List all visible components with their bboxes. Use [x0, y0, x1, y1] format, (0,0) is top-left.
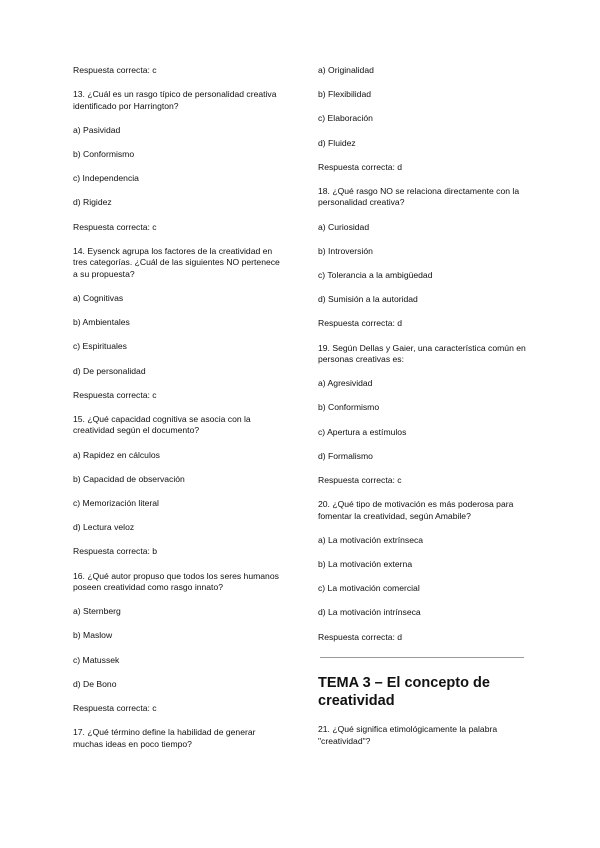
question-text: 19. Según Dellas y Gaier, una característica común en personas creativas es: — [318, 342, 526, 365]
option-text: c) Espirituales — [73, 341, 127, 352]
option-text: d) Formalismo — [318, 450, 373, 461]
question-text: 18. ¿Qué rasgo NO se relaciona directamente con la personalidad creativa? — [318, 185, 520, 208]
question-text: 13. ¿Cuál es un rasgo típico de personalidad creativa identificado por Harrington? — [73, 89, 277, 111]
question-text: 15. ¿Qué capacidad cognitiva se asocia con la creatividad según el documento? — [73, 413, 251, 436]
option-text: b) Introversión — [318, 245, 373, 256]
option-text: b) Conformismo — [318, 402, 380, 413]
answer-line: Respuesta correcta: c — [318, 475, 402, 485]
option-text: c) Apertura a estímulos — [318, 426, 407, 437]
option-text: a) Sternberg — [73, 606, 121, 617]
answer-line: Respuesta correcta: b — [73, 546, 158, 557]
option-text: d) Sumisión a la autoridad — [318, 294, 418, 305]
question-text: 21. ¿Qué significa etimológicamente la palabra "creatividad"? — [318, 724, 498, 746]
option-text: b) Capacidad de observación — [73, 473, 185, 484]
option-text: a) Agresividad — [318, 378, 373, 389]
option-text: c) Tolerancia a la ambigüedad — [318, 270, 433, 280]
option-text: c) La motivación comercial — [318, 583, 420, 594]
answer-line: Respuesta correcta: c — [73, 65, 157, 75]
option-text: d) De personalidad — [73, 365, 146, 376]
question-text: 14. Eysenck agrupa los factores de la creatividad en tres categorías. ¿Cuál de las siguientes NO pertenece a su propuesta? — [73, 245, 280, 279]
after-heading-items — [318, 724, 528, 747]
option-text: a) La motivación extrínseca — [318, 534, 424, 545]
question-text: 20. ¿Qué tipo de motivación es más poderosa para fomentar la creatividad, según Amabile? — [318, 499, 514, 521]
answer-line: Respuesta correcta: d — [318, 631, 403, 642]
option-text: d) Fluidez — [318, 137, 356, 148]
section-divider — [320, 657, 524, 658]
option-text: a) Cognitivas — [73, 293, 124, 303]
option-text: c) Memorización literal — [73, 498, 159, 508]
option-text: b) Maslow — [73, 630, 113, 641]
question-text: 17. ¿Qué término define la habilidad de generar muchas ideas en poco tiempo? — [73, 727, 256, 749]
option-text: a) Pasividad — [73, 124, 121, 135]
left-column — [73, 65, 283, 763]
option-text: c) Matussek — [73, 654, 120, 665]
option-text: a) Curiosidad — [318, 221, 370, 232]
option-text: d) La motivación intrínseca — [318, 607, 421, 618]
section-heading: TEMA 3 – El concepto de creatividad — [318, 675, 490, 710]
option-text: a) Originalidad — [318, 65, 374, 75]
question-text: 16. ¿Qué autor propuso que todos los seres humanos poseen creatividad como rasgo innato? — [73, 570, 279, 593]
answer-line: Respuesta correcta: c — [73, 221, 157, 232]
option-text: b) Ambientales — [73, 317, 130, 328]
answer-line: Respuesta correcta: c — [73, 389, 157, 400]
answer-line: Respuesta correcta: d — [318, 161, 403, 172]
option-text: a) Rapidez en cálculos — [73, 449, 160, 460]
option-text: d) De Bono — [73, 678, 117, 689]
option-text: b) Flexibilidad — [318, 89, 372, 100]
option-text: c) Elaboración — [318, 113, 373, 124]
option-text: d) Lectura veloz — [73, 522, 135, 533]
option-text: d) Rigidez — [73, 197, 112, 208]
option-text: b) La motivación externa — [318, 559, 413, 570]
right-column-items — [318, 65, 528, 643]
option-text: b) Conformismo — [73, 149, 135, 160]
answer-line: Respuesta correcta: d — [318, 318, 403, 329]
option-text: c) Independencia — [73, 173, 139, 184]
right-column — [318, 65, 528, 760]
answer-line: Respuesta correcta: c — [73, 703, 157, 713]
